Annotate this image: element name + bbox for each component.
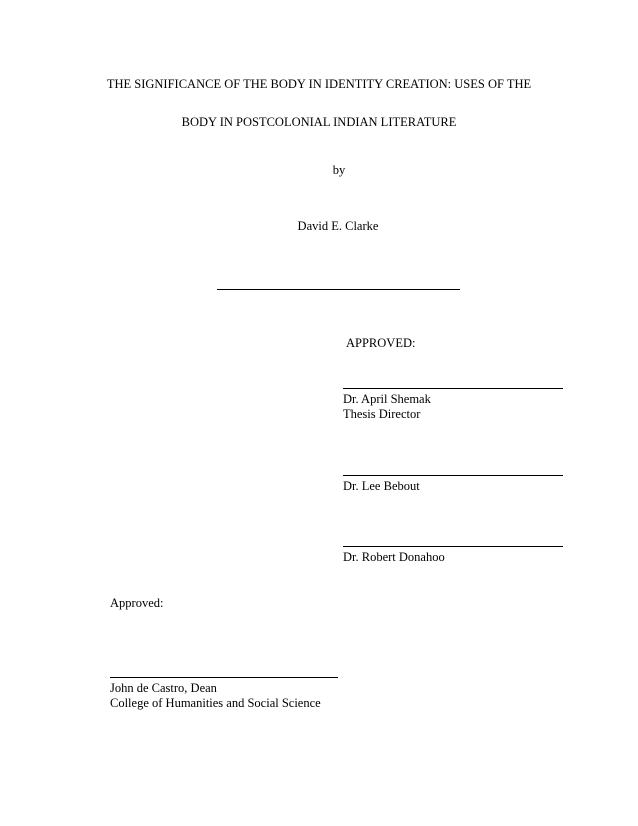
thesis-title-line-1: THE SIGNIFICANCE OF THE BODY IN IDENTITY CREATION: USES OF THE xyxy=(106,77,532,91)
signatory-name: Dr. Lee Bebout xyxy=(343,479,420,493)
thesis-title-line-2: BODY IN POSTCOLONIAL INDIAN LITERATURE xyxy=(181,115,457,129)
signature-line xyxy=(343,546,563,547)
dean-college: College of Humanities and Social Science xyxy=(110,696,321,710)
signature-block-dean xyxy=(110,677,338,711)
approved-heading: APPROVED: xyxy=(346,336,416,350)
signature-line xyxy=(343,475,563,476)
signatory-role: Thesis Director xyxy=(343,407,421,421)
signature-block-thesis-director xyxy=(343,388,563,422)
signature-line xyxy=(343,388,563,389)
signature-block-committee-member-2 xyxy=(343,546,563,565)
dean-name: John de Castro, Dean xyxy=(110,681,217,695)
author-name: David E. Clarke xyxy=(297,219,379,233)
signature-block-committee-member-1 xyxy=(343,475,563,494)
by-label: by xyxy=(332,163,346,177)
divider-line xyxy=(217,289,460,290)
signatory-name: Dr. Robert Donahoo xyxy=(343,550,445,564)
approved-label: Approved: xyxy=(110,596,164,610)
signature-line xyxy=(110,677,338,678)
signatory-name: Dr. April Shemak xyxy=(343,392,431,406)
